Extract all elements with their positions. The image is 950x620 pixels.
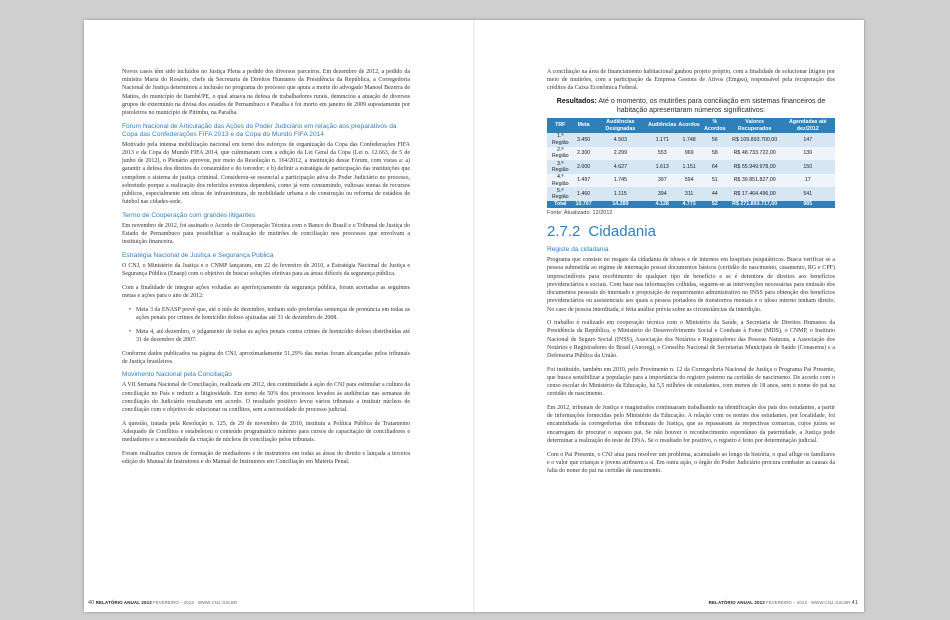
paragraph: Conforme dados publicados na página do CNJ, aproximadamente 51,29% das metas foram alcançadas pelos tribunais de Justiça brasileiros. bbox=[122, 350, 410, 365]
table-cell: 4.ª Região bbox=[547, 174, 574, 188]
table-row bbox=[547, 160, 835, 174]
table-cell: 969 bbox=[677, 147, 701, 161]
table-cell: R$ 17.464.496,00 bbox=[729, 187, 781, 201]
table-cell: 2.000 bbox=[574, 160, 594, 174]
section-number: 2.7.2 bbox=[547, 223, 581, 241]
table-cell: 14.289 bbox=[594, 201, 647, 208]
table-cell: 394 bbox=[647, 187, 677, 201]
paragraph: Foi instituído, também em 2010, pelo Provimento n. 12 da Corregedoria Nacional de Justiça o Programa Pai Presente, que busca sensibilizar a população para a importância do registro paterno na certidão de nascimento. De acordo com o censo escolar do Ministério da Educação, há 5,5 milhões de estudantes, com menos de 18 anos, sem o nome do pai na certidão de nascimento. bbox=[547, 366, 835, 398]
table-cell: 311 bbox=[677, 187, 701, 201]
page-number: 41 bbox=[851, 600, 858, 606]
table-cell: 1.748 bbox=[677, 133, 701, 147]
table-cell: 4.627 bbox=[594, 160, 647, 174]
paragraph: O trabalho é realizado em cooperação técnica com o Ministério da Saúde, a Secretaria de Direitos Humanos da Presidência da República, o Ministério do Desenvolvimento Social e Combate à Fome (MDS), o CNMP, o Instituto Nacional de Seguro Social (INSS), Associação dos Notários e Registradores das Pessoas Naturais, a Associação dos Notários e Registradores do Brasil (Anoreg), o Conselho Nacional de Secretarias Municipais de Saúde (Conasems) e a Defensoria Pública da União. bbox=[547, 320, 835, 360]
table-cell: 3.450 bbox=[574, 133, 594, 147]
table-source: Fonte: Atualizado: 12/2012 bbox=[547, 210, 613, 217]
section-heading: Movimento Nacional pela Conciliação bbox=[122, 371, 232, 379]
column-header: Audiências bbox=[647, 118, 677, 133]
left-page-column bbox=[122, 68, 410, 472]
table-cell: 1.613 bbox=[647, 160, 677, 174]
paragraph: Novos casos têm sido incluídos no Justiça Plena a pedido dos diversos parceiros. Em dezembro de 2012, a pedido da ministra Maria do Rosário, chefe da Secretaria de Direitos Humanos da Presidência da República, a Corregedoria Nacional de Justiça determinou a inclusão no programa do processo que apura a morte do advogado Manoel Bezerra de Mattos, do município de Itambé/PE, o qual atuava na defesa de trabalhadores rurais, denunciou a atuação de diversos grupos de extermínio na divisa dos estados de Pernambuco e Paraíba e foi morto em janeiro de 2009 supostamente por pistoleiros no município de Pitimbu, na Paraíba. bbox=[122, 69, 410, 117]
section-title bbox=[547, 223, 835, 241]
table-cell: 130 bbox=[781, 147, 835, 161]
paragraph: Foram realizados cursos de formação de mediadores e de instrutores em todas as áreas do direito e lançada a terceira edição do Manual de Instrutores e do Manual de Instrutores em Conciliação em Matéria Penal. bbox=[122, 450, 410, 466]
right-page-footer bbox=[709, 600, 858, 606]
table-cell: 5.ª Região bbox=[547, 187, 574, 201]
table-cell: 1.ª Região bbox=[547, 133, 574, 147]
table-cell: 4.503 bbox=[594, 133, 647, 147]
section-heading: Estratégia Nacional de Justiça e Segurança Pública bbox=[122, 251, 274, 259]
list-item: • Meta 3 da ENASP prevê que, até o mês de dezembro, tenham sido proferidas sentenças de pronúncia em todas as ações penais por crimes de homicídio doloso ajuizadas até 31 de dezembro de 2008. bbox=[136, 306, 410, 322]
table-cell: 2.299 bbox=[594, 147, 647, 161]
paragraph: A VII Semana Nacional de Conciliação, realizada em 2012, deu continuidade à ação do CNJ para estimular a cultura da conciliação no País e reduzir a litigiosidade. Em torno de 50% dos processos levados às audiências nas semanas de conciliação do Judiciário resultaram em acordo. O resultado positivo levou vários tribunais a instituir núcleos de conciliação com o objetivo de solucionar os conflitos, sem a necessidade do processo judicial. bbox=[122, 382, 410, 414]
left-page-footer bbox=[88, 600, 237, 606]
table-cell: R$ 55.949.978,00 bbox=[729, 160, 781, 174]
section-heading: Fórum Nacional de Articulação das Ações do Poder Judiciário em relação aos preparativos da Copa das Confederações FIFA 2013 e da Copa do Mundo FIFA 2014 bbox=[122, 122, 397, 138]
table-cell: 1.171 bbox=[647, 133, 677, 147]
bullet-list bbox=[122, 306, 410, 344]
paragraph: Em 2012, tribunais de Justiça e magistrados continuaram trabalhando na identificação dos pais dos estudantes, a partir de informações fornecidas pelo Ministério da Educação. A relação com os nomes dos estudantes, por localidade, foi encaminhada às corregedorias dos tribunais de Justiça, que as repassaram às respectivas comarcas, cujos juízes se encarregam de procurar o suposto pai. Se não houver o reconhecimento espontâneo da paternidade, a Justiça pode determinar a realização do teste de DNA. Se o resultado for positivo, o registro é feito por determinação judicial. bbox=[547, 405, 835, 444]
column-header: Agendadas até dez/2012 bbox=[781, 118, 835, 133]
page-gutter bbox=[473, 20, 475, 612]
page-number: 40 bbox=[88, 600, 95, 606]
column-header: Acordos bbox=[677, 118, 701, 133]
table-cell: 553 bbox=[647, 147, 677, 161]
table-cell: 2.300 bbox=[574, 147, 594, 161]
table-row bbox=[547, 133, 835, 147]
column-header: Valores Recuperados bbox=[729, 118, 781, 133]
table-cell: R$ 39.851.827,00 bbox=[729, 174, 781, 188]
table-cell: 1.497 bbox=[574, 174, 594, 188]
results-text: Até o momento, os mutirões para conciliação em sistemas financeiros de habitação apresentaram números significativos: bbox=[598, 98, 826, 114]
paragraph: O CNJ, o Ministério da Justiça e o CNMP lançaram, em 22 de fevereiro de 2010, a Estratégia Nacional de Justiça e Segurança Pública (Enasp) com o objetivo de buscar soluções efetivas para as áreas difíceis da segurança pública. bbox=[122, 262, 410, 278]
list-item: • Meta 4, até dezembro, o julgamento de todas as ações penais contra crimes de homicídio doloso distribuídas até 31 de dezembro de 2007. bbox=[136, 328, 410, 344]
table-cell: 594 bbox=[677, 174, 701, 188]
table-cell: 64 bbox=[701, 160, 729, 174]
footer-subtitle: FEVEREIRO – 2013 · WWW.CNJ.JUS.BR bbox=[766, 600, 851, 605]
section-heading: Termo de Cooperação com grandes litigantes bbox=[122, 211, 256, 219]
table-cell: 1.115 bbox=[594, 187, 647, 201]
column-header: % Acordos bbox=[701, 118, 729, 133]
magazine-spread bbox=[84, 20, 864, 612]
table-cell: 10.707 bbox=[575, 201, 592, 208]
table-header-row bbox=[547, 118, 835, 133]
section-heading: Registe da cidadania bbox=[547, 246, 609, 254]
table-cell: 44 bbox=[701, 187, 729, 201]
table-cell: 1.745 bbox=[594, 174, 647, 188]
paragraph: Programa que consiste no resgate da cidadania de idosos e de internos em hospitais psiquiátricos. Busca verificar se a pessoa submetida ao regime de internação possui documentos básicos (certidão de nascimento, casamento, RG e CPF) imprescindíveis para recebimento de qualquer tipo de benefício e se é detentora de direitos aos benefícios previdenciários e sociais. Com base nas informações colhidas, seguem-se as intervenções necessárias para emissão dos documentos pessoais do internado e proposição de requerimento administrativo no INSS para obtenção dos benefícios previdenciários ou assistenciais aos quais a pessoa portadora de transtornos mentais e o idoso interno tenham direito. No caso de pessoa interditada, é feita análise prévia sobre as circunstâncias da interdição. bbox=[547, 257, 835, 313]
table-cell: 147 bbox=[781, 133, 835, 147]
footer-title: RELATÓRIO ANUAL 2012 bbox=[708, 600, 765, 605]
column-header: TRF bbox=[547, 118, 574, 133]
results-title bbox=[547, 98, 835, 115]
table-cell: R$ 271.893.717,00 bbox=[729, 201, 781, 208]
paragraph: A questão, tratada pela Resolução n. 125, de 29 de novembro de 2010, instituiu a Política Pública de Tratamento Adequado de Conflitos e estabeleceu o conteúdo programático mínimo para cursos de capacitação de conciliadores e mediadores e a necessidade da criação de núcleos de conciliação pelos tribunais. bbox=[122, 420, 410, 444]
table-cell: 1.151 bbox=[677, 160, 701, 174]
table-total-row bbox=[547, 201, 835, 208]
table-cell: 150 bbox=[781, 160, 835, 174]
table-row bbox=[547, 147, 835, 161]
paragraph: Com a finalidade de integrar ações voltadas ao aperfeiçoamento da segurança pública, foram acertadas as seguintes metas e ações para o ano de 2012: bbox=[122, 284, 410, 300]
table-cell: 4.128 bbox=[647, 201, 677, 208]
table-cell: 58 bbox=[701, 147, 729, 161]
paragraph: Motivado pela intensa mobilização nacional em torno dos esforços de organização da Copa das Confederações FIFA 2013 e da Copa do Mundo FIFA 2014, que culminaram com a edição da Lei Geral da Copa (Lei n. 12.663, de 5 de junho de 2012), o Plenário aprovou, por meio da Resolução n. 164/2012, a instituição desse Fórum, com vistas a: a) garantir a defesa dos direitos do consumidor e do torcedor; e b) definir a estratégia de participação das instituições que compõem o sistema de justiça criminal. Considerou-se essencial a participação ativa do Poder Judiciário no processo, sobretudo porque a realização dos referidos eventos dependerá, como já vem consumindo, vultosas somas de recursos públicos, especialmente em obras de infraestrutura, de mobilidade urbana e de construção ou reforma de estádios de futebol nas cidades-sede. bbox=[122, 141, 410, 206]
table-cell: 985 bbox=[781, 201, 835, 208]
table-cell: 3.ª Região bbox=[547, 160, 574, 174]
table-cell: R$ 48.733.722,00 bbox=[729, 147, 781, 161]
paragraph: Em novembro de 2012, foi assinado o Acordo de Cooperação Técnica com o Banco do Brasil e o Tribunal de Justiça do Estado de Pernambuco para possibilitar a realização de mutirões de conciliação nos processos que envolvam a instituição financeira. bbox=[122, 222, 410, 246]
footer-subtitle: FEVEREIRO – 2013 · WWW.CNJ.JUS.BR bbox=[153, 600, 238, 605]
paragraph: Com o Pai Presente, o CNJ atua para resolver um problema, acumulado ao longo da história, o qual aflige os familiares e o valor que crianças e jovens atribuem a si. Em outra ação, o órgão do Poder Judiciário procura combater as causas da falta do nome do pai na certidão de nascimento. bbox=[547, 451, 835, 474]
right-page-column bbox=[547, 68, 835, 481]
table-cell: 397 bbox=[647, 174, 677, 188]
footer-title: RELATÓRIO ANUAL 2012 bbox=[95, 600, 152, 605]
table-cell: 541 bbox=[781, 187, 835, 201]
table-cell: 52 bbox=[701, 201, 729, 208]
table-cell: 1.460 bbox=[574, 187, 594, 201]
table-row bbox=[547, 174, 835, 188]
results-table bbox=[547, 118, 835, 208]
table-row bbox=[547, 187, 835, 201]
table-cell: R$ 109.893.700,00 bbox=[729, 133, 781, 147]
table-cell: 2.ª Região bbox=[547, 147, 574, 161]
table-cell: 4.773 bbox=[677, 201, 701, 208]
column-header: Meta bbox=[574, 118, 594, 133]
section-name: Cidadania bbox=[588, 223, 656, 241]
column-header: Audiências Designadas bbox=[594, 118, 647, 133]
table-cell: Total bbox=[547, 201, 574, 208]
paragraph: A conciliação na área de financiamento habitacional ganhou projeto próprio, com a finalidade de solucionar litígios por meio de mutirões, com a participação da Empresa Gestora de Ativos (Emgea), responsável pela recuperação dos créditos da Caixa Econômica Federal. bbox=[547, 69, 835, 92]
results-label: Resultados: bbox=[556, 98, 597, 106]
table-cell: 56 bbox=[701, 133, 729, 147]
table-cell: 17 bbox=[781, 174, 835, 188]
table-cell: 51 bbox=[701, 174, 729, 188]
